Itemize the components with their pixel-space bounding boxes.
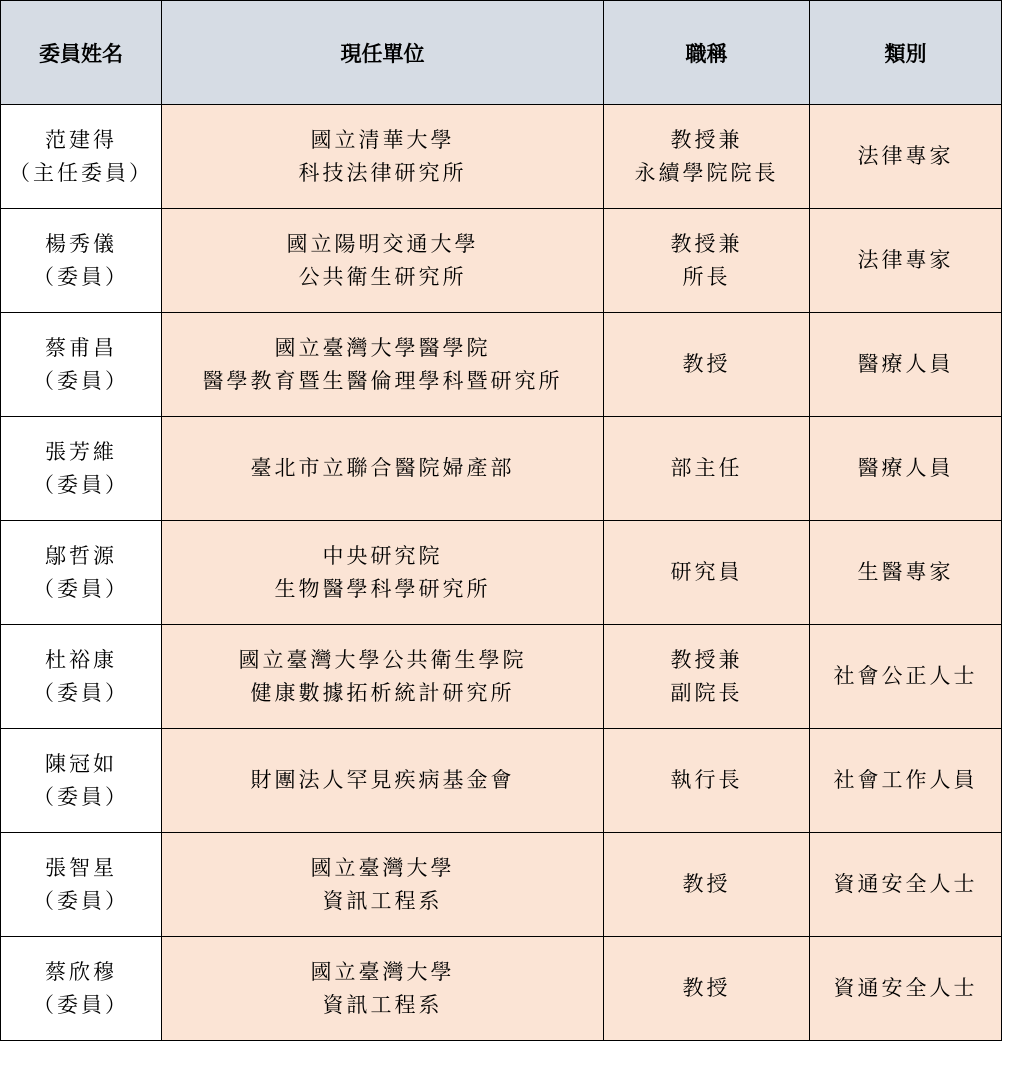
title-line: 副院長	[670, 680, 743, 705]
title-cell	[604, 521, 810, 625]
table-row	[1, 625, 1002, 729]
title-cell	[604, 105, 810, 209]
unit-line: 資訊工程系	[322, 992, 443, 1017]
table-row	[1, 313, 1002, 417]
category-cell	[810, 625, 1002, 729]
table-row	[1, 729, 1002, 833]
title-line: 永續學院院長	[634, 160, 779, 185]
member-name-cell	[1, 209, 162, 313]
member-role: （委員）	[33, 472, 129, 497]
table-row	[1, 937, 1002, 1041]
member-role: （主任委員）	[9, 160, 153, 185]
unit-line: 國立臺灣大學醫學院	[274, 335, 491, 360]
member-name: 鄔哲源	[45, 543, 117, 568]
category-cell	[810, 209, 1002, 313]
unit-line: 國立臺灣大學	[310, 855, 455, 880]
member-role: （委員）	[33, 368, 129, 393]
unit-cell	[162, 313, 604, 417]
header-title: 職稱	[604, 1, 810, 105]
title-cell	[604, 417, 810, 521]
category-text: 醫療人員	[857, 352, 954, 376]
unit-cell	[162, 833, 604, 937]
member-name-cell	[1, 625, 162, 729]
title-line: 部主任	[670, 456, 743, 480]
member-name-cell	[1, 833, 162, 937]
unit-line: 中央研究院	[322, 543, 443, 568]
member-role: （委員）	[33, 992, 129, 1017]
title-cell	[604, 937, 810, 1041]
title-line: 教授	[682, 352, 731, 376]
unit-line: 生物醫學科學研究所	[274, 576, 491, 601]
member-name-cell	[1, 729, 162, 833]
unit-cell	[162, 521, 604, 625]
member-name: 楊秀儀	[45, 231, 117, 256]
unit-cell	[162, 105, 604, 209]
title-cell	[604, 625, 810, 729]
unit-line: 國立臺灣大學	[310, 959, 455, 984]
unit-line: 資訊工程系	[322, 888, 443, 913]
unit-cell	[162, 417, 604, 521]
unit-cell	[162, 625, 604, 729]
header-name: 委員姓名	[1, 1, 162, 105]
unit-line: 財團法人罕見疾病基金會	[250, 768, 515, 792]
title-line: 教授兼	[670, 647, 743, 672]
member-name-cell	[1, 937, 162, 1041]
table-row	[1, 833, 1002, 937]
member-name: 范建得	[45, 127, 117, 152]
member-name: 陳冠如	[45, 751, 117, 776]
unit-line: 醫學教育暨生醫倫理學科暨研究所	[202, 368, 563, 393]
table-row	[1, 417, 1002, 521]
unit-line: 國立清華大學	[310, 127, 455, 152]
title-line: 所長	[682, 264, 731, 289]
header-unit: 現任單位	[162, 1, 604, 105]
category-text: 醫療人員	[857, 456, 954, 480]
category-text: 法律專家	[857, 248, 954, 272]
member-role: （委員）	[33, 888, 129, 913]
unit-line: 科技法律研究所	[298, 160, 467, 185]
title-cell	[604, 313, 810, 417]
category-text: 社會公正人士	[833, 664, 978, 688]
member-name-cell	[1, 521, 162, 625]
category-cell	[810, 521, 1002, 625]
title-line: 教授	[682, 976, 731, 1000]
category-cell	[810, 937, 1002, 1041]
member-role: （委員）	[33, 576, 129, 601]
table-row	[1, 521, 1002, 625]
member-name: 杜裕康	[45, 647, 117, 672]
category-text: 法律專家	[857, 144, 954, 168]
unit-line: 公共衛生研究所	[298, 264, 467, 289]
title-line: 教授兼	[670, 231, 743, 256]
category-text: 資通安全人士	[833, 872, 978, 896]
member-name-cell	[1, 105, 162, 209]
member-name: 張智星	[45, 855, 117, 880]
unit-line: 國立臺灣大學公共衛生學院	[238, 647, 527, 672]
member-name: 蔡欣穆	[45, 959, 117, 984]
unit-cell	[162, 729, 604, 833]
unit-cell	[162, 209, 604, 313]
unit-line: 國立陽明交通大學	[286, 231, 479, 256]
category-cell	[810, 417, 1002, 521]
table-row	[1, 209, 1002, 313]
member-name: 蔡甫昌	[45, 335, 117, 360]
category-cell	[810, 833, 1002, 937]
unit-line: 臺北市立聯合醫院婦產部	[250, 456, 515, 480]
member-name-cell	[1, 417, 162, 521]
member-role: （委員）	[33, 680, 129, 705]
category-cell	[810, 729, 1002, 833]
member-name-cell	[1, 313, 162, 417]
title-cell	[604, 209, 810, 313]
title-cell	[604, 833, 810, 937]
header-category: 類別	[810, 1, 1002, 105]
category-text: 社會工作人員	[833, 768, 978, 792]
title-line: 執行長	[670, 768, 743, 792]
unit-line: 健康數據拓析統計研究所	[250, 680, 515, 705]
title-line: 研究員	[670, 560, 743, 584]
title-line: 教授兼	[670, 127, 743, 152]
unit-cell	[162, 937, 604, 1041]
table-row	[1, 105, 1002, 209]
member-role: （委員）	[33, 784, 129, 809]
header-row	[1, 1, 1002, 105]
member-name: 張芳維	[45, 439, 117, 464]
title-cell	[604, 729, 810, 833]
category-cell	[810, 313, 1002, 417]
title-line: 教授	[682, 872, 731, 896]
category-cell	[810, 105, 1002, 209]
category-text: 資通安全人士	[833, 976, 978, 1000]
member-role: （委員）	[33, 264, 129, 289]
category-text: 生醫專家	[857, 560, 954, 584]
